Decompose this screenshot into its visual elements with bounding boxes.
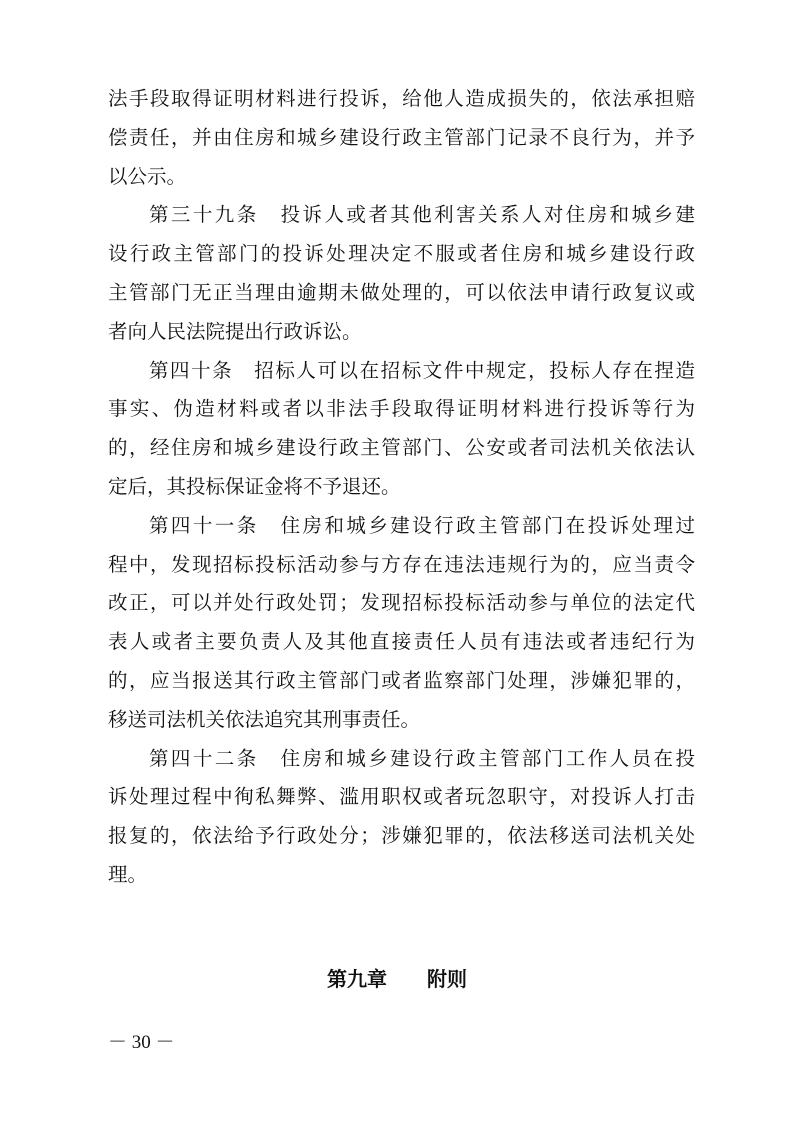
chapter-heading: 第九章 附则: [327, 967, 467, 991]
text-line: 主管部门无正当理由逾期未做处理的，可以依法申请行政复议或: [108, 280, 695, 304]
text-line: 事实、伪造材料或者以非法手段取得证明材料进行投诉等行为: [108, 397, 695, 421]
text-line: 第四十二条 住房和城乡建设行政主管部门工作人员在投: [149, 746, 695, 770]
article-40: [108, 352, 695, 507]
article-41: [108, 507, 695, 740]
text-line: 程中，发现招标投标活动参与方存在违法违规行为的，应当责令: [108, 552, 695, 576]
paragraph-continuation: [108, 80, 695, 196]
text-line: 设行政主管部门的投诉处理决定不服或者住房和城乡建设行政: [108, 242, 695, 266]
text-line: 移送司法机关依法追究其刑事责任。: [108, 707, 421, 731]
body-text: [108, 80, 695, 895]
text-line: 第三十九条 投诉人或者其他利害关系人对住房和城乡建: [149, 203, 695, 227]
text-line: 理。: [108, 862, 148, 886]
text-line: 报复的，依法给予行政处分；涉嫌犯罪的，依法移送司法机关处: [108, 824, 695, 848]
text-line: 的，应当报送其行政主管部门或者监察部门处理，涉嫌犯罪的，: [108, 668, 695, 692]
article-39: [108, 196, 695, 351]
text-line: 改正，可以并处行政处罚；发现招标投标活动参与单位的法定代: [108, 591, 695, 615]
text-line: 第四十一条 住房和城乡建设行政主管部门在投诉处理过: [149, 513, 695, 537]
text-line: 诉处理过程中徇私舞弊、滥用职权或者玩忽职守，对投诉人打击: [108, 785, 695, 809]
text-line: 以公示。: [108, 164, 187, 188]
text-line: 者向人民法院提出行政诉讼。: [108, 319, 362, 343]
text-line: 第四十条 招标人可以在招标文件中规定，投标人存在捏造: [149, 358, 695, 382]
text-line: 法手段取得证明材料进行投诉，给他人造成损失的，依法承担赔: [108, 87, 695, 110]
text-line: 的，经住房和城乡建设行政主管部门、公安或者司法机关依法认: [108, 436, 695, 460]
text-line: 偿责任，并由住房和城乡建设行政主管部门记录不良行为，并予: [108, 125, 695, 149]
page-number: － 30 －: [108, 1032, 175, 1053]
text-line: 表人或者主要负责人及其他直接责任人员有违法或者违纪行为: [108, 630, 695, 654]
article-42: [108, 740, 695, 895]
text-line: 定后，其投标保证金将不予退还。: [108, 474, 401, 498]
